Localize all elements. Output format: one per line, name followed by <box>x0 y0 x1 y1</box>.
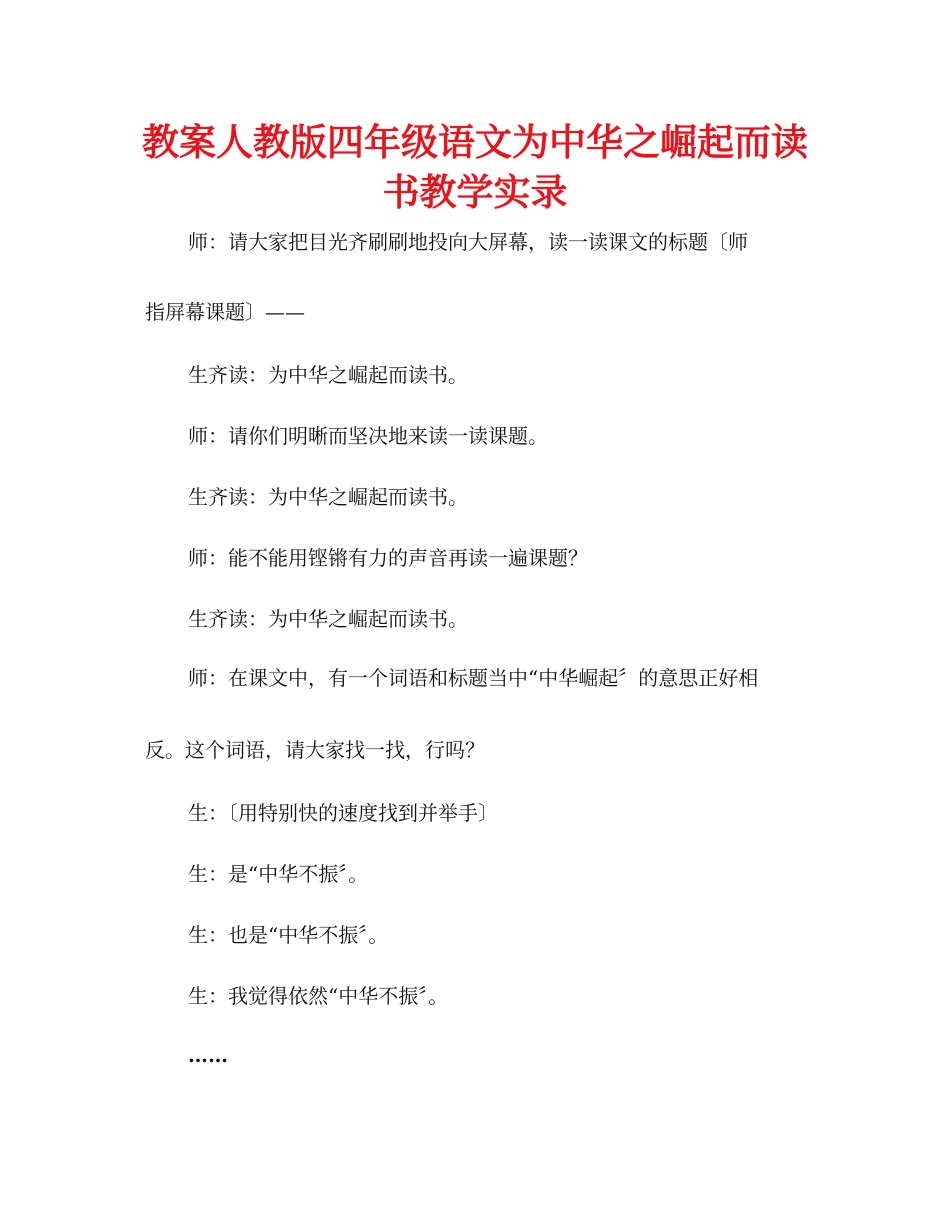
paragraph-line: 生：我觉得依然“中华不振〞。 <box>188 984 449 1008</box>
paragraph-line: 师：能不能用铿锵有力的声音再读一遍课题？ <box>188 546 588 570</box>
paragraph-line: 生：也是“中华不振〞。 <box>188 923 389 947</box>
paragraph-ellipsis: …… <box>188 1043 228 1067</box>
paragraph-line: 师：在课文中，有一个词语和标题当中“中华崛起〞的意思正好相 <box>188 666 759 690</box>
paragraph-line: 反。这个词语，请大家找一找，行吗？ <box>145 738 485 762</box>
paragraph-line: 生：〔用特别快的速度找到并举手〕 <box>188 801 498 825</box>
document-title-line-1: 教案人教版四年级语文为中华之崛起而读 <box>142 121 808 164</box>
paragraph-line: 生：是“中华不振〞。 <box>188 862 369 886</box>
paragraph-line: 师：请你们明晰而坚决地来读一读课题。 <box>188 424 548 448</box>
paragraph-line: 生齐读：为中华之崛起而读书。 <box>188 607 468 631</box>
paragraph-line: 师：请大家把目光齐刷刷地投向大屏幕，读一读课文的标题〔师 <box>188 230 748 254</box>
document-title-line-2: 书教学实录 <box>382 171 568 214</box>
paragraph-line: 生齐读：为中华之崛起而读书。 <box>188 485 468 509</box>
paragraph-line: 指屏幕课题〕—— <box>145 300 305 324</box>
paragraph-line: 生齐读：为中华之崛起而读书。 <box>188 363 468 387</box>
